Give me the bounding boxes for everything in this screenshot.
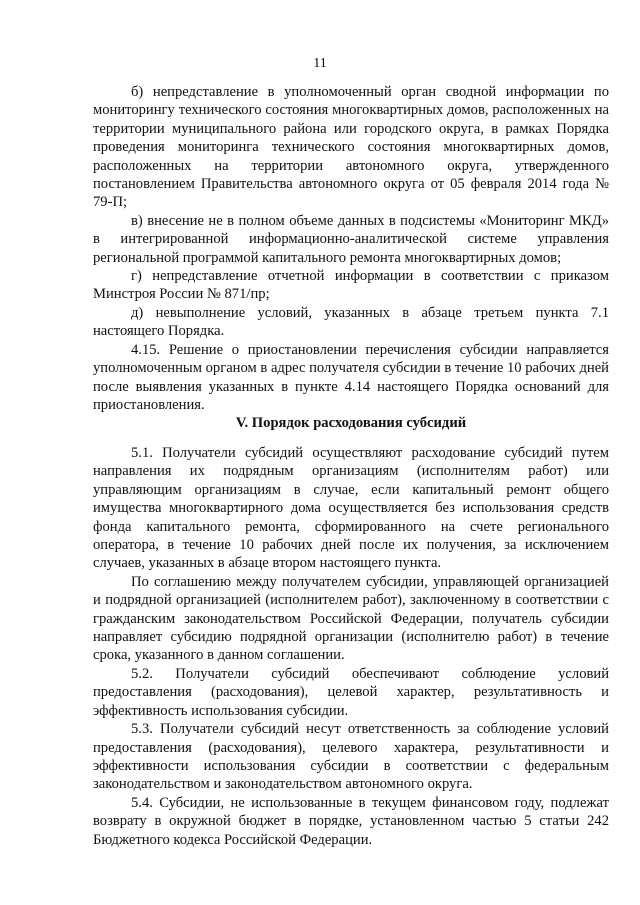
paragraph-5-1-agreement: По соглашению между получателем субсидии, управляющей организацией и подрядной организацией (исполнителем работ), заключенному в соответствии с гражданским законодательством Российской Федерации, получатель субсидии направляет субсидию подрядной организации (исполнителю работ) в течение срока, указанного в данном соглашении. — [93, 573, 609, 664]
page-number: 11 — [313, 56, 327, 71]
paragraph-g: г) непредставление отчетной информации в соответствии с приказом Минстроя России № 871/пр; — [93, 268, 609, 303]
paragraph-v: в) внесение не в полном объеме данных в подсистемы «Мониторинг МКД» в интегрированной информационно-аналитической системе управления региональной программой капитального ремонта многоквартирных домов; — [93, 212, 609, 266]
paragraphs-block-top — [93, 83, 609, 414]
paragraph-b: б) непредставление в уполномоченный орган сводной информации по мониторингу технического состояния многоквартирных домов, расположенных на территории муниципального района или городского округа, в рамках Порядка проведения мониторинга технического состояния многоквартирных домов, расположенных на территории автономного округа, утвержденного постановлением Правительства автономного округа от 05 февраля 2014 года № 79-П; — [93, 84, 609, 211]
paragraph-d: д) невыполнение условий, указанных в абзаце третьем пункта 7.1 настоящего Порядка. — [93, 304, 609, 340]
paragraph-5-2: 5.2. Получатели субсидий обеспечивают соблюдение условий предоставления (расходования), целевой характер, результативность и эффективность использования субсидии. — [93, 665, 609, 719]
paragraph-5-4: 5.4. Субсидии, не использованные в текущем финансовом году, подлежат возврату в окружной бюджет в порядке, установленном частью 5 статьи 242 Бюджетного кодекса Российской Федерации. — [93, 794, 609, 848]
section-title: V. Порядок расходования субсидий — [235, 415, 467, 431]
paragraph-5-1: 5.1. Получатели субсидий осуществляют расходование субсидий путем направления их подрядным организациям (исполнителям работ) или управляющим организациям в случае, если капитальный ремонт общего имущества многоквартирного дома осуществляется без использования средств фонда капитального ремонта, сформированного на счете регионального оператора, в течение 10 рабочих дней после их получения, за исключением случаев, указанных в абзаце втором настоящего пункта. — [93, 445, 609, 572]
paragraph-5-3: 5.3. Получатели субсидий несут ответственность за соблюдение условий предоставления (расходования), целевого характера, результативности и эффективности использования субсидии в соответствии с федеральным законодательством и законодательством автономного округа. — [93, 721, 609, 793]
paragraph-4-15: 4.15. Решение о приостановлении перечисления субсидии направляется уполномоченным органом в адрес получателя субсидии в течение 10 рабочих дней после выявления указанных в пункте 4.14 настоящего Порядка оснований для приостановления. — [93, 341, 609, 413]
paragraphs-block-bottom — [93, 444, 609, 849]
